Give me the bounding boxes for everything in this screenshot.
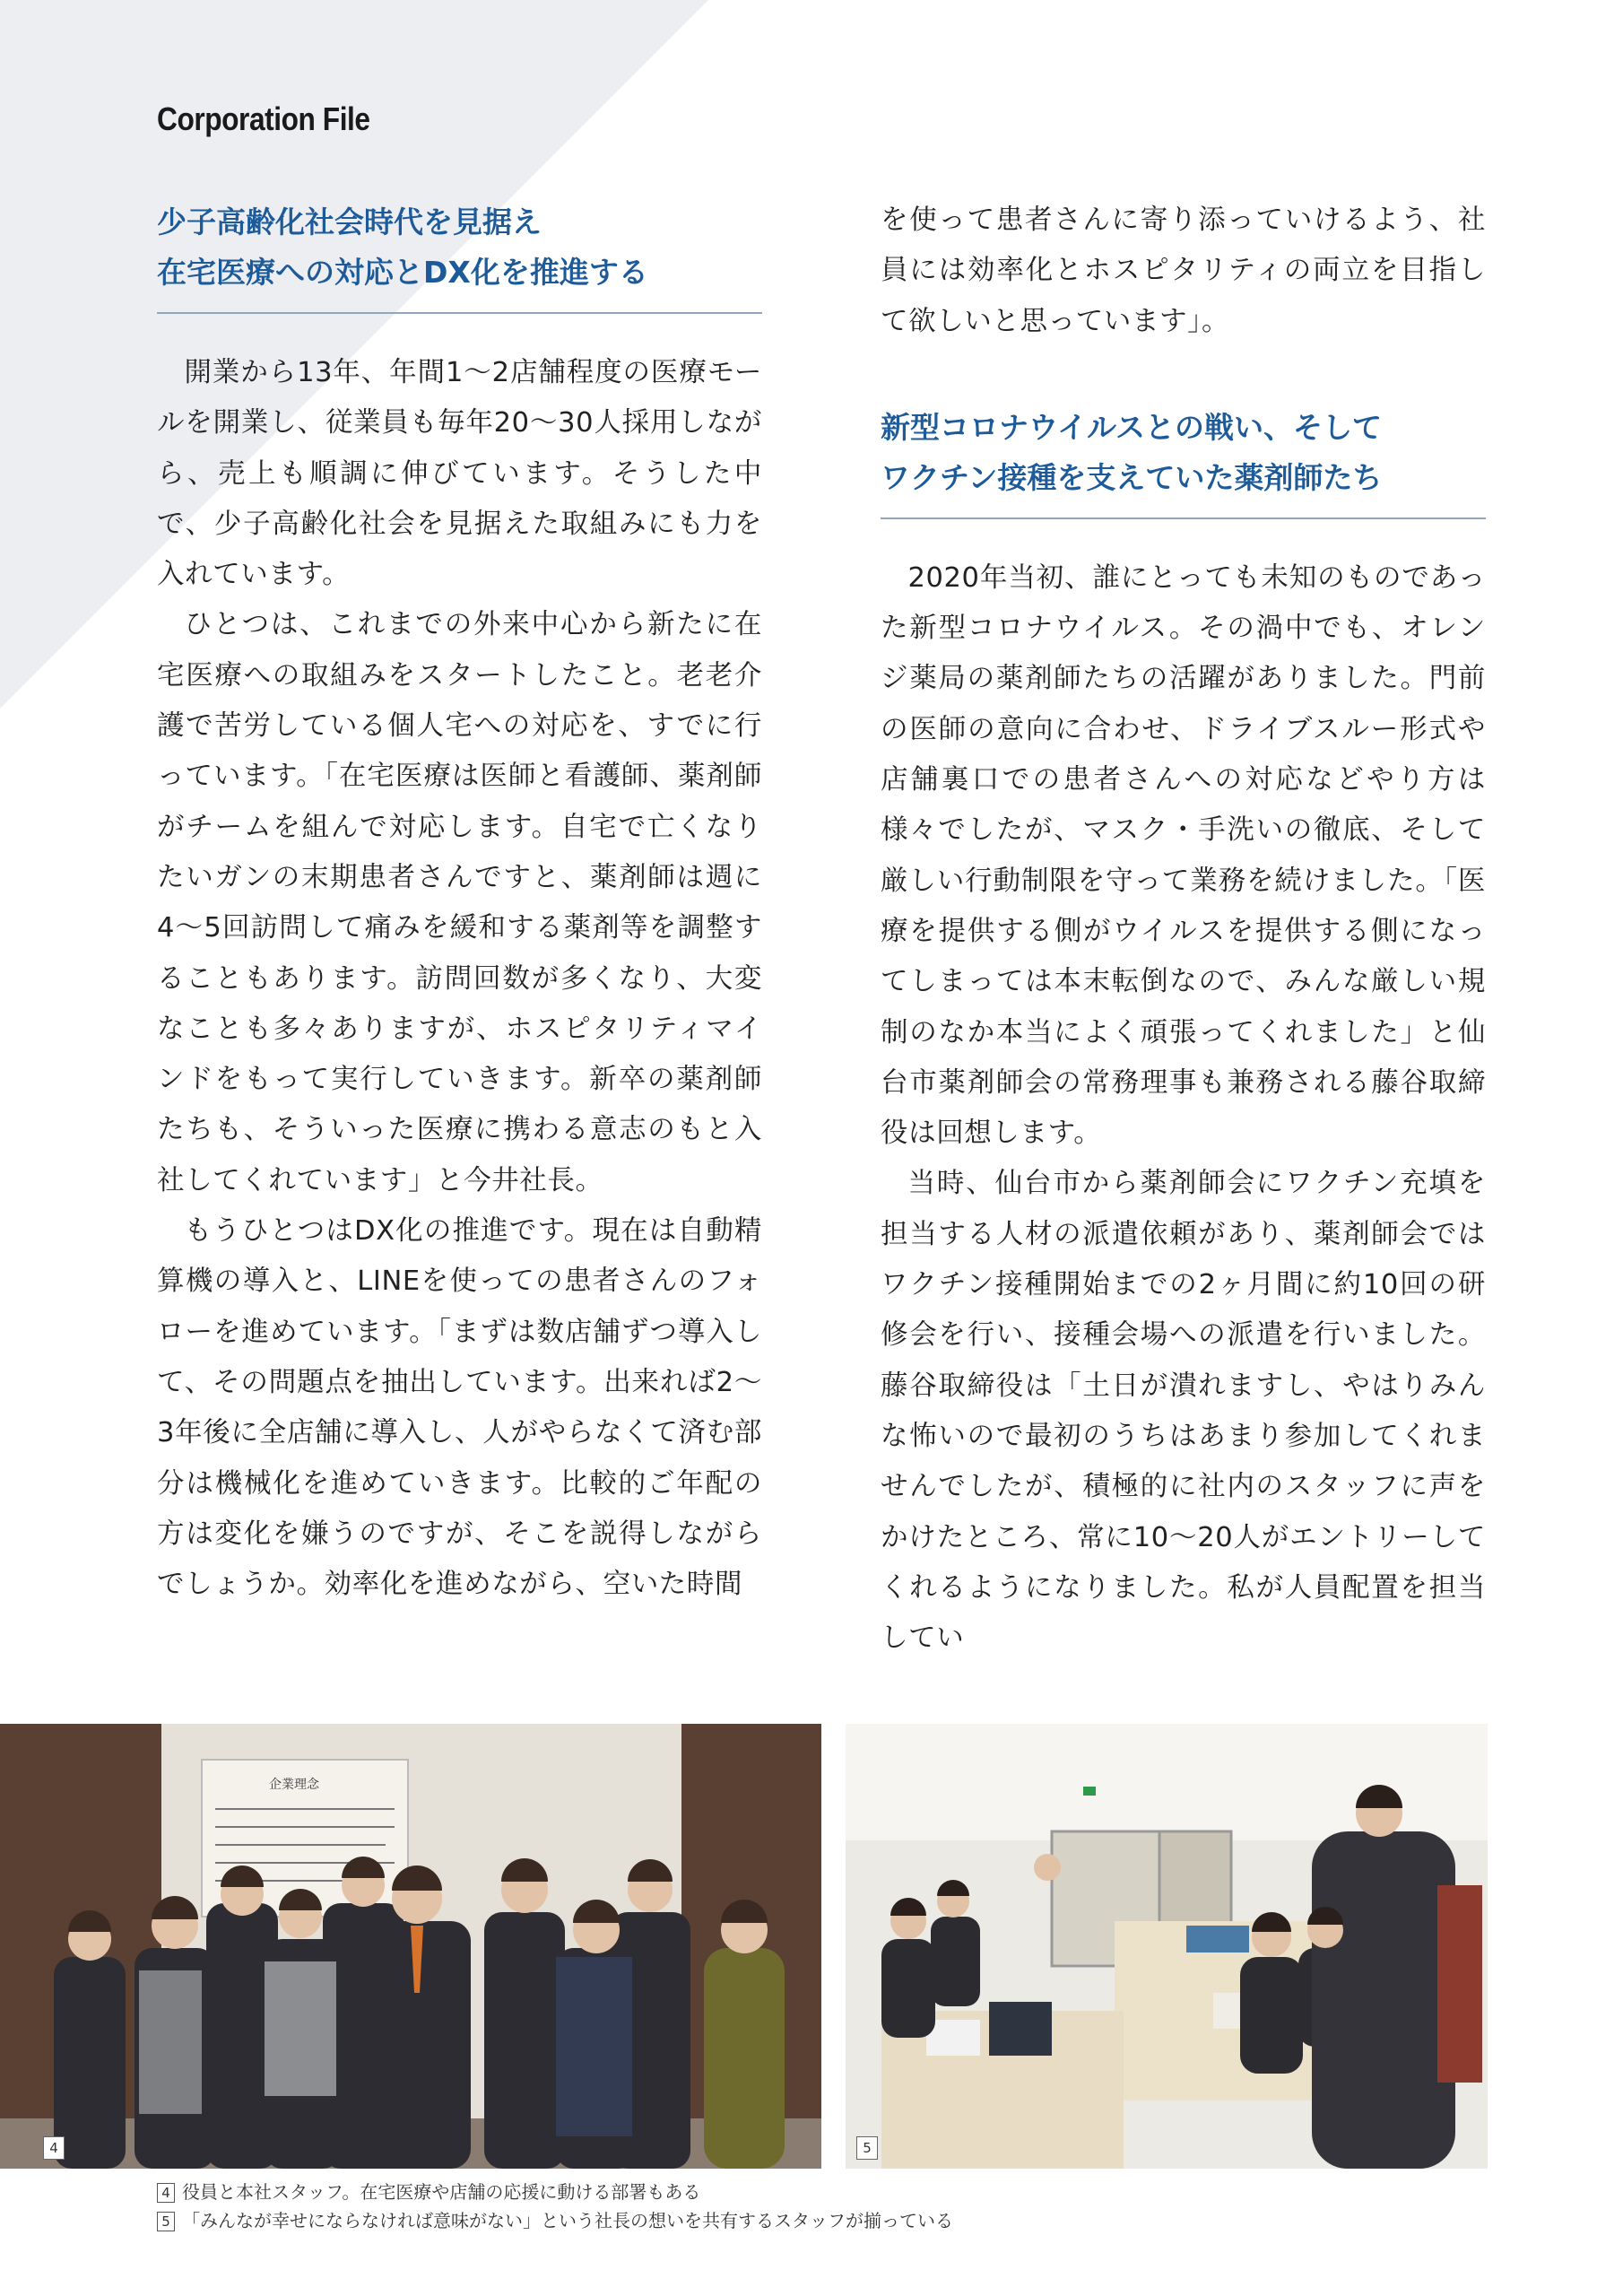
- left-heading: [157, 197, 762, 298]
- left-paragraph-2: ひとつは、これまでの外来中心から新たに在宅医療への取組みをスタートしたこと。老老介護で苦労している個人宅への対応を、すでに行っています。「在宅医療は医師と看護師、薬剤師がチームを組んで対応します。自宅で亡くなりたいガンの末期患者さんですと、薬剤師は週に4〜5回訪問して痛みを緩和する薬剤等を調整することもあります。訪問回数が多くなり、大変なことも多々ありますが、ホスピタリティマインドをもって実行していきます。新卒の薬剤師たちも、そういった医療に携わる意志のもと入社してくれています」と今井社長。: [157, 609, 762, 1196]
- photo-office-meeting: [846, 1724, 1488, 2169]
- caption-text-4: 役員と本社スタッフ。在宅医療や店舗の応援に動ける部署もある: [182, 2181, 701, 2203]
- right-paragraph-1: 2020年当初、誰にとっても未知のものであった新型コロナウイルス。その渦中でも、オレンジ薬局の薬剤師たちの活躍がありました。門前の医師の意向に合わせ、ドライブスルー形式や店舗裏口での患者さんへの対応などやり方は様々でしたが、マスク・手洗いの徹底、そして厳しい行動制限を守って業務を続けました。「医療を提供する側がウイルスを提供する側になってしまっては本末転倒なので、みんな厳しい規制のなか本当によく頑張ってくれました」と仙台市薬剤師会の常務理事も兼務される藤谷取締役は回想します。: [881, 561, 1486, 1150]
- right-paragraph-2: 当時、仙台市から薬剤師会にワクチン充填を担当する人材の派遣依頼があり、薬剤師会ではワクチン接種開始までの2ヶ月間に約10回の研修会を行い、接種会場への派遣を行いました。藤谷取締役は「土日が潰れますし、やはりみんな怖いので最初のうちはあまり参加してくれませんでしたが、積極的に社内のスタッフに声をかけたところ、常に10〜20人がエントリーしてくれるようになりました。私が人員配置を担当してい: [881, 1168, 1486, 1655]
- right-heading: [881, 403, 1486, 503]
- caption-row-5: [157, 2206, 953, 2235]
- photo-staff-group-illustration: [0, 1724, 821, 2169]
- photo-number-4: 4: [43, 2136, 65, 2160]
- photo-staff-group: [0, 1724, 821, 2169]
- right-column: [881, 196, 1486, 1664]
- photo-number-5: 5: [856, 2136, 878, 2160]
- left-heading-line-1: 少子高齢化社会時代を見据え: [157, 204, 542, 239]
- right-heading-rule: [881, 517, 1486, 519]
- caption-number-5: 5: [157, 2212, 175, 2231]
- left-heading-line-2: 在宅医療への対応とDX化を推進する: [157, 255, 648, 290]
- photo-captions: [157, 2178, 953, 2235]
- caption-number-4: 4: [157, 2183, 175, 2203]
- right-heading-line-2: ワクチン接種を支えていた薬剤師たち: [881, 459, 1383, 495]
- photo-office-meeting-illustration: [846, 1724, 1488, 2169]
- right-continuation: を使って患者さんに寄り添っていけるよう、社員には効率化とホスピタリティの両立を目指して欲しいと思っています」。: [881, 204, 1486, 337]
- caption-text-5: 「みんなが幸せにならなければ意味がない」という社長の想いを共有するスタッフが揃っている: [182, 2210, 953, 2231]
- section-label: Corporation File: [157, 100, 370, 137]
- left-paragraph-1: 開業から13年、年間1〜2店舗程度の医療モールを開業し、従業員も毎年20〜30人採用しながら、売上も順調に伸びています。そうした中で、少子高齢化社会を見据えた取組みにも力を入れています。: [157, 357, 762, 591]
- wall-sign-title: 企業理念: [269, 1778, 319, 1792]
- caption-row-4: [157, 2178, 953, 2206]
- left-column: [157, 197, 762, 1610]
- left-heading-rule: [157, 312, 762, 314]
- right-heading-line-1: 新型コロナウイルスとの戦い、そして: [881, 409, 1383, 445]
- left-paragraph-3: もうひとつはDX化の推進です。現在は自動精算機の導入と、LINEを使っての患者さんのフォローを進めています。「まずは数店舗ずつ導入して、その問題点を抽出しています。出来れば2〜3年後に全店舗に導入し、人がやらなくて済む部分は機械化を進めていきます。比較的ご年配の方は変化を嫌うのですが、そこを説得しながらでしょうか。効率化を進めながら、空いた時間: [157, 1215, 762, 1601]
